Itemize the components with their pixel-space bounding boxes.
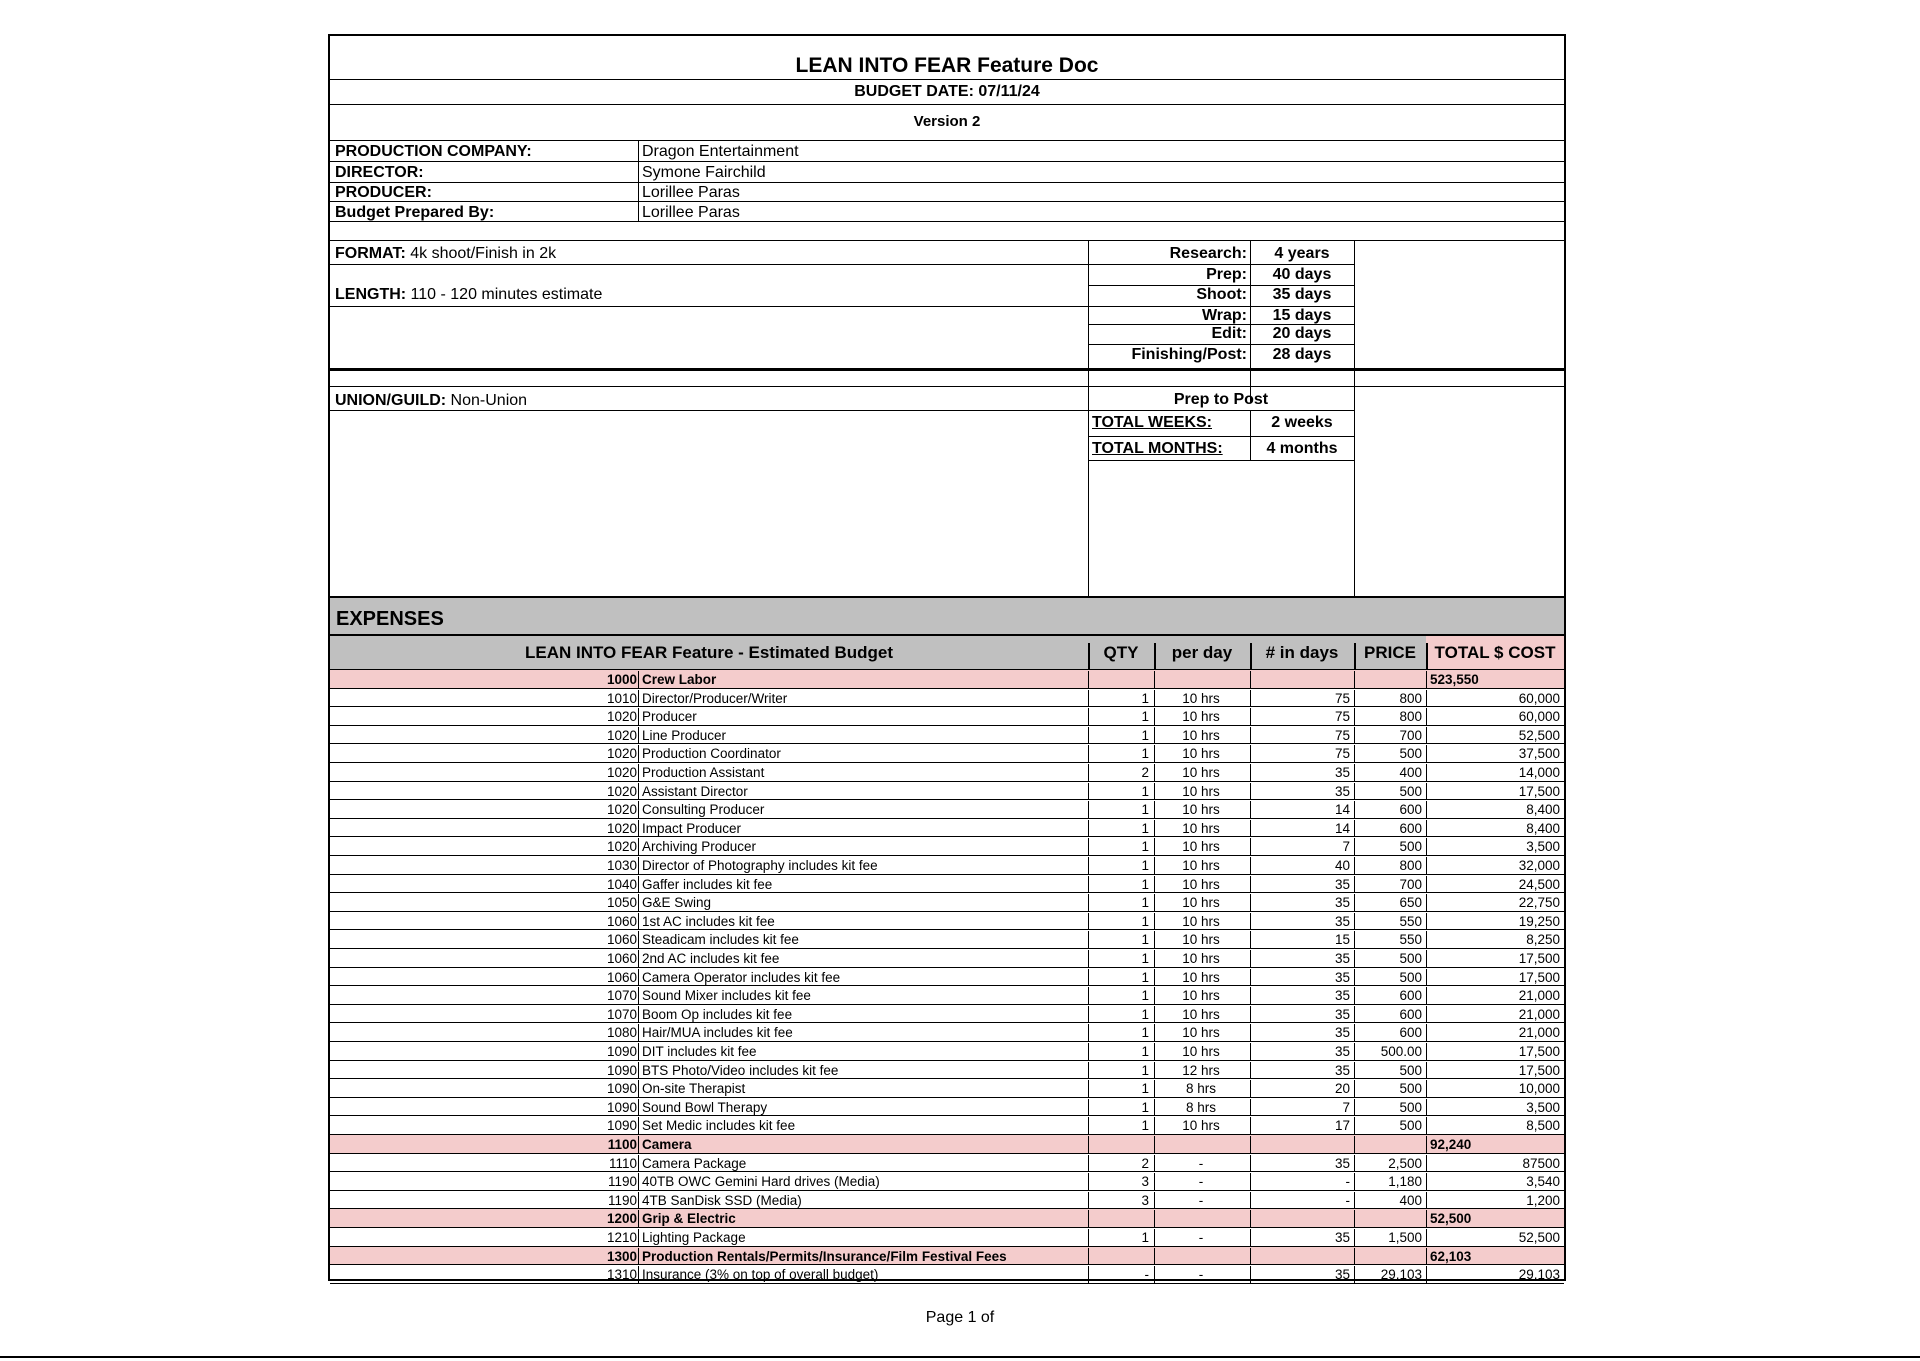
item-qty: 1 bbox=[1141, 802, 1149, 818]
item-total: 1,200 bbox=[1526, 1192, 1560, 1208]
item-price: 400 bbox=[1399, 1192, 1422, 1208]
item-description: On-site Therapist bbox=[642, 1081, 746, 1097]
item-price: 500 bbox=[1399, 839, 1422, 855]
item-total: 8,250 bbox=[1526, 932, 1560, 948]
production-company-label: PRODUCTION COMPANY: bbox=[335, 143, 532, 160]
item-qty: 1 bbox=[1141, 895, 1149, 911]
item-total: 32,000 bbox=[1518, 858, 1560, 873]
item-days: 35 bbox=[1334, 951, 1350, 966]
item-qty: 1 bbox=[1141, 1099, 1149, 1115]
item-code: 1060 bbox=[606, 951, 637, 966]
item-price: 1,500 bbox=[1388, 1230, 1422, 1245]
item-total: 17,500 bbox=[1518, 951, 1560, 966]
item-per-day: 10 hrs bbox=[1182, 709, 1220, 725]
line-item-row bbox=[330, 856, 1564, 875]
item-description: Sound Mixer includes kit fee bbox=[642, 988, 811, 1004]
line-item-row bbox=[330, 949, 1564, 968]
item-total: 22,750 bbox=[1518, 895, 1560, 911]
item-total: 8,400 bbox=[1526, 820, 1560, 836]
item-per-day: 12 hrs bbox=[1182, 1062, 1220, 1078]
item-qty: 1 bbox=[1141, 913, 1149, 929]
schedule-label: Shoot: bbox=[1196, 286, 1247, 303]
producer-label: PRODUCER: bbox=[335, 184, 432, 201]
item-price: 500 bbox=[1399, 1099, 1422, 1115]
schedule-value: 35 days bbox=[1272, 286, 1332, 303]
item-description: Impact Producer bbox=[642, 820, 742, 836]
item-days: 35 bbox=[1334, 913, 1350, 929]
column-header bbox=[330, 636, 1564, 669]
item-qty: 1 bbox=[1141, 951, 1149, 966]
schedule-label: Research: bbox=[1169, 245, 1247, 262]
schedule-value: 4 years bbox=[1274, 245, 1330, 262]
item-days: 35 bbox=[1334, 988, 1350, 1004]
col-per-day: per day bbox=[1171, 643, 1233, 662]
item-code: 1090 bbox=[606, 1118, 637, 1134]
line-item-row bbox=[330, 1172, 1564, 1191]
version-label: Version 2 bbox=[913, 113, 981, 130]
item-days: 40 bbox=[1334, 858, 1350, 873]
item-price: 500 bbox=[1399, 746, 1422, 762]
item-price: 550 bbox=[1399, 932, 1422, 948]
item-description: Consulting Producer bbox=[642, 802, 765, 818]
item-days: 35 bbox=[1334, 765, 1350, 780]
item-days: 17 bbox=[1334, 1118, 1350, 1134]
expenses-title: EXPENSES bbox=[336, 608, 444, 630]
item-total: 21,000 bbox=[1518, 988, 1560, 1004]
category-row bbox=[330, 670, 1564, 689]
item-price: 550 bbox=[1399, 913, 1422, 929]
item-qty: 1 bbox=[1141, 783, 1149, 799]
item-price: 500 bbox=[1399, 1062, 1422, 1078]
item-description: G&E Swing bbox=[642, 895, 712, 911]
item-days: 14 bbox=[1334, 802, 1350, 818]
item-code: 1070 bbox=[606, 988, 637, 1004]
item-qty: 1 bbox=[1141, 1062, 1149, 1078]
item-description: 1st AC includes kit fee bbox=[642, 913, 775, 929]
item-description: Grip & Electric bbox=[642, 1211, 736, 1227]
item-code: 1110 bbox=[608, 1155, 637, 1171]
line-item-row bbox=[330, 837, 1564, 856]
item-price: 29,103 bbox=[1380, 1267, 1422, 1283]
item-total: 87500 bbox=[1522, 1155, 1560, 1171]
item-total: 17,500 bbox=[1518, 1062, 1560, 1078]
line-item-row bbox=[330, 1061, 1564, 1080]
line-item-row bbox=[330, 893, 1564, 912]
line-item-row bbox=[330, 986, 1564, 1005]
item-code: 1000 bbox=[606, 672, 637, 687]
schedule-value: 40 days bbox=[1272, 266, 1332, 283]
item-total: 37,500 bbox=[1518, 746, 1560, 762]
item-per-day: 10 hrs bbox=[1182, 783, 1220, 799]
format-line: FORMAT: 4k shoot/Finish in 2k bbox=[335, 245, 557, 262]
item-description: Crew Labor bbox=[642, 672, 717, 687]
item-total: 29,103 bbox=[1518, 1267, 1560, 1283]
item-price: 800 bbox=[1399, 858, 1422, 873]
item-description: Director of Photography includes kit fee bbox=[642, 858, 878, 873]
item-total: 60,000 bbox=[1518, 690, 1560, 706]
item-qty: 1 bbox=[1141, 1025, 1149, 1041]
schedule-label: Edit: bbox=[1211, 325, 1247, 342]
item-description: Production Rentals/Permits/Insurance/Film Festival Fees bbox=[642, 1248, 1007, 1264]
item-description: 2nd AC includes kit fee bbox=[642, 951, 780, 966]
item-total: 14,000 bbox=[1518, 765, 1560, 780]
item-description: DIT includes kit fee bbox=[642, 1044, 757, 1059]
item-per-day: 10 hrs bbox=[1182, 727, 1220, 743]
item-description: Assistant Director bbox=[642, 783, 748, 799]
item-total: 3,500 bbox=[1526, 1099, 1560, 1115]
item-qty: 2 bbox=[1141, 1155, 1149, 1171]
category-total: 92,240 bbox=[1430, 1137, 1472, 1152]
item-total: 24,500 bbox=[1518, 876, 1560, 892]
item-days: 35 bbox=[1334, 969, 1350, 985]
category-total: 523,550 bbox=[1430, 672, 1479, 687]
item-days: 75 bbox=[1334, 690, 1350, 706]
item-description: BTS Photo/Video includes kit fee bbox=[642, 1062, 839, 1078]
item-description: Lighting Package bbox=[642, 1230, 746, 1245]
item-code: 1040 bbox=[606, 876, 637, 892]
item-price: 500 bbox=[1399, 1081, 1422, 1097]
item-days: - bbox=[1345, 1174, 1350, 1190]
line-item-row bbox=[330, 1191, 1564, 1210]
item-days: 15 bbox=[1334, 932, 1350, 948]
item-description: Insurance (3% on top of overall budget) bbox=[642, 1267, 879, 1283]
item-price: 500 bbox=[1399, 951, 1422, 966]
item-price: 650 bbox=[1399, 895, 1422, 911]
item-days: 7 bbox=[1342, 1099, 1350, 1115]
item-per-day: 10 hrs bbox=[1182, 876, 1220, 892]
item-description: Line Producer bbox=[642, 727, 727, 743]
item-qty: 1 bbox=[1141, 1006, 1149, 1022]
item-code: 1060 bbox=[606, 913, 637, 929]
item-qty: 3 bbox=[1141, 1192, 1149, 1208]
item-code: 1200 bbox=[606, 1211, 637, 1227]
item-per-day: 10 hrs bbox=[1182, 802, 1220, 818]
item-total: 52,500 bbox=[1518, 1230, 1560, 1245]
item-code: 1090 bbox=[606, 1044, 637, 1059]
item-per-day: 10 hrs bbox=[1182, 839, 1220, 855]
item-code: 1070 bbox=[606, 1006, 637, 1022]
item-days: - bbox=[1345, 1192, 1350, 1208]
item-per-day: 10 hrs bbox=[1182, 988, 1220, 1004]
item-total: 8,500 bbox=[1526, 1118, 1560, 1134]
col-qty: QTY bbox=[1103, 643, 1139, 662]
item-price: 600 bbox=[1399, 820, 1422, 836]
item-total: 10,000 bbox=[1518, 1081, 1560, 1097]
item-code: 1080 bbox=[606, 1025, 637, 1041]
line-item-row bbox=[330, 782, 1564, 801]
item-description: Archiving Producer bbox=[642, 839, 757, 855]
item-code: 1190 bbox=[607, 1192, 637, 1208]
item-code: 1020 bbox=[606, 839, 637, 855]
item-qty: 3 bbox=[1141, 1174, 1149, 1190]
item-description: Camera Operator includes kit fee bbox=[642, 969, 841, 985]
item-code: 1020 bbox=[606, 727, 637, 743]
item-per-day: - bbox=[1198, 1267, 1204, 1283]
item-price: 400 bbox=[1399, 765, 1422, 780]
item-code: 1090 bbox=[606, 1062, 637, 1078]
item-per-day: - bbox=[1198, 1230, 1204, 1245]
item-code: 1020 bbox=[606, 802, 637, 818]
item-per-day: 10 hrs bbox=[1182, 690, 1220, 706]
item-days: 75 bbox=[1334, 727, 1350, 743]
item-total: 52,500 bbox=[1518, 727, 1560, 743]
item-description: Steadicam includes kit fee bbox=[642, 932, 799, 948]
item-qty: 1 bbox=[1141, 1230, 1149, 1245]
item-code: 1010 bbox=[606, 690, 637, 706]
col-total: TOTAL $ COST bbox=[1426, 636, 1564, 669]
category-total: 52,500 bbox=[1430, 1211, 1472, 1227]
item-description: Camera Package bbox=[642, 1155, 747, 1171]
item-qty: 1 bbox=[1141, 1118, 1149, 1134]
line-item-row bbox=[330, 1265, 1564, 1284]
prepared-by-value: Lorillee Paras bbox=[642, 204, 740, 221]
item-days: 35 bbox=[1334, 1230, 1350, 1245]
item-description: Set Medic includes kit fee bbox=[642, 1118, 796, 1134]
item-price: 500 bbox=[1399, 1118, 1422, 1134]
item-price: 500 bbox=[1399, 969, 1422, 985]
item-per-day: 8 hrs bbox=[1185, 1081, 1216, 1097]
item-per-day: 10 hrs bbox=[1182, 820, 1220, 836]
item-per-day: - bbox=[1198, 1174, 1204, 1190]
item-per-day: 10 hrs bbox=[1182, 969, 1220, 985]
item-per-day: 10 hrs bbox=[1182, 932, 1220, 948]
item-total: 8,400 bbox=[1526, 802, 1560, 818]
item-days: 35 bbox=[1334, 1267, 1350, 1283]
line-item-row bbox=[330, 689, 1564, 708]
item-description: 40TB OWC Gemini Hard drives (Media) bbox=[642, 1174, 880, 1190]
line-item-row bbox=[330, 1228, 1564, 1247]
item-description: Hair/MUA includes kit fee bbox=[642, 1025, 793, 1041]
line-item-row bbox=[330, 800, 1564, 819]
item-code: 1100 bbox=[607, 1137, 637, 1152]
line-item-row bbox=[330, 930, 1564, 949]
production-company-value: Dragon Entertainment bbox=[642, 143, 799, 160]
item-qty: 1 bbox=[1141, 876, 1149, 892]
item-days: 35 bbox=[1334, 1025, 1350, 1041]
item-qty: 1 bbox=[1141, 969, 1149, 985]
item-price: 600 bbox=[1399, 988, 1422, 1004]
item-per-day: 10 hrs bbox=[1182, 1118, 1220, 1134]
category-row bbox=[330, 1247, 1564, 1266]
prepared-by-label: Budget Prepared By: bbox=[335, 204, 495, 221]
schedule-label: Wrap: bbox=[1201, 307, 1247, 324]
bottom-rule bbox=[0, 1356, 1920, 1358]
category-total: 62,103 bbox=[1430, 1248, 1472, 1264]
prep-to-post-heading: Prep to Post bbox=[1173, 391, 1269, 408]
item-per-day: 10 hrs bbox=[1182, 1006, 1220, 1022]
item-description: Director/Producer/Writer bbox=[642, 690, 788, 706]
line-item-row bbox=[330, 726, 1564, 745]
item-days: 35 bbox=[1334, 1044, 1350, 1059]
schedule-value: 28 days bbox=[1272, 346, 1332, 363]
item-code: 1300 bbox=[606, 1248, 637, 1264]
item-description: Producer bbox=[642, 709, 697, 725]
line-item-row bbox=[330, 707, 1564, 726]
line-item-row bbox=[330, 875, 1564, 894]
item-total: 17,500 bbox=[1518, 969, 1560, 985]
item-total: 21,000 bbox=[1518, 1006, 1560, 1022]
item-description: Gaffer includes kit fee bbox=[642, 876, 773, 892]
director-value: Symone Fairchild bbox=[642, 164, 766, 181]
item-per-day: 10 hrs bbox=[1182, 765, 1220, 780]
item-per-day: - bbox=[1198, 1192, 1204, 1208]
item-description: Boom Op includes kit fee bbox=[642, 1006, 793, 1022]
schedule-value: 20 days bbox=[1272, 325, 1332, 342]
item-description: Camera bbox=[642, 1137, 692, 1152]
item-description: Production Coordinator bbox=[642, 746, 781, 762]
item-qty: 1 bbox=[1141, 1044, 1149, 1059]
item-days: 14 bbox=[1334, 820, 1350, 836]
item-total: 19,250 bbox=[1518, 913, 1560, 929]
item-price: 2,500 bbox=[1388, 1155, 1422, 1171]
item-price: 600 bbox=[1399, 802, 1422, 818]
line-item-row bbox=[330, 1005, 1564, 1024]
item-price: 600 bbox=[1399, 1025, 1422, 1041]
item-days: 35 bbox=[1334, 1155, 1350, 1171]
item-per-day: 10 hrs bbox=[1182, 858, 1220, 873]
item-code: 1310 bbox=[606, 1267, 637, 1283]
line-item-row bbox=[330, 1154, 1564, 1173]
page-footer: Page 1 of bbox=[925, 1309, 995, 1326]
line-item-row bbox=[330, 819, 1564, 838]
item-code: 1020 bbox=[606, 709, 637, 725]
total-weeks-label: TOTAL WEEKS: bbox=[1092, 414, 1212, 431]
item-description: 4TB SanDisk SSD (Media) bbox=[642, 1192, 802, 1208]
budget-sheet bbox=[328, 34, 1566, 1281]
line-item-row bbox=[330, 968, 1564, 987]
item-total: 17,500 bbox=[1518, 783, 1560, 799]
item-qty: 1 bbox=[1141, 839, 1149, 855]
item-total: 17,500 bbox=[1518, 1044, 1560, 1059]
item-per-day: 10 hrs bbox=[1182, 1044, 1220, 1059]
item-qty: 1 bbox=[1141, 727, 1149, 743]
item-total: 60,000 bbox=[1518, 709, 1560, 725]
item-qty: 1 bbox=[1141, 988, 1149, 1004]
item-days: 35 bbox=[1334, 1006, 1350, 1022]
item-price: 800 bbox=[1399, 690, 1422, 706]
producer-value: Lorillee Paras bbox=[642, 184, 740, 201]
line-item-row bbox=[330, 912, 1564, 931]
item-per-day: 10 hrs bbox=[1182, 913, 1220, 929]
col-desc: LEAN INTO FEAR Feature - Estimated Budget bbox=[524, 643, 894, 662]
item-code: 1020 bbox=[606, 820, 637, 836]
item-code: 1210 bbox=[606, 1230, 637, 1245]
line-item-row bbox=[330, 763, 1564, 782]
line-item-row bbox=[330, 1116, 1564, 1135]
line-item-row bbox=[330, 1098, 1564, 1117]
line-item-row bbox=[330, 1079, 1564, 1098]
item-code: 1060 bbox=[606, 969, 637, 985]
document-title: LEAN INTO FEAR Feature Doc bbox=[795, 54, 1099, 77]
item-days: 35 bbox=[1334, 876, 1350, 892]
schedule-label: Prep: bbox=[1206, 266, 1247, 283]
item-price: 700 bbox=[1399, 876, 1422, 892]
item-code: 1090 bbox=[606, 1099, 637, 1115]
item-code: 1030 bbox=[606, 858, 637, 873]
item-qty: 1 bbox=[1141, 858, 1149, 873]
schedule-label: Finishing/Post: bbox=[1131, 346, 1247, 363]
item-qty: - bbox=[1144, 1267, 1149, 1283]
item-qty: 1 bbox=[1141, 690, 1149, 706]
item-per-day: - bbox=[1198, 1155, 1204, 1171]
item-price: 1,180 bbox=[1388, 1174, 1422, 1190]
col-price: PRICE bbox=[1364, 643, 1416, 662]
item-price: 500 bbox=[1399, 783, 1422, 799]
item-code: 1020 bbox=[606, 783, 637, 799]
length-line: LENGTH: 110 - 120 minutes estimate bbox=[335, 286, 603, 303]
expenses-title-bar bbox=[330, 598, 1564, 634]
item-qty: 1 bbox=[1141, 746, 1149, 762]
item-price: 700 bbox=[1399, 727, 1422, 743]
item-days: 7 bbox=[1342, 839, 1350, 855]
category-row bbox=[330, 1135, 1564, 1154]
item-per-day: 8 hrs bbox=[1185, 1099, 1216, 1115]
item-code: 1050 bbox=[606, 895, 637, 911]
item-days: 35 bbox=[1334, 895, 1350, 911]
total-weeks-value: 2 weeks bbox=[1271, 414, 1333, 431]
item-per-day: 10 hrs bbox=[1182, 1025, 1220, 1041]
union-line: UNION/GUILD: Non-Union bbox=[335, 392, 528, 409]
col-days: # in days bbox=[1265, 643, 1339, 662]
item-price: 500.00 bbox=[1380, 1044, 1422, 1059]
total-months-label: TOTAL MONTHS: bbox=[1092, 440, 1223, 457]
item-description: Production Assistant bbox=[642, 765, 765, 780]
item-qty: 2 bbox=[1141, 765, 1149, 780]
item-per-day: 10 hrs bbox=[1182, 951, 1220, 966]
item-per-day: 10 hrs bbox=[1182, 895, 1220, 911]
category-row bbox=[330, 1209, 1564, 1228]
line-item-row bbox=[330, 1042, 1564, 1061]
item-description: Sound Bowl Therapy bbox=[642, 1099, 768, 1115]
item-total: 3,500 bbox=[1526, 839, 1560, 855]
item-per-day: 10 hrs bbox=[1182, 746, 1220, 762]
item-code: 1060 bbox=[606, 932, 637, 948]
item-days: 35 bbox=[1334, 1062, 1350, 1078]
item-days: 20 bbox=[1334, 1081, 1350, 1097]
item-qty: 1 bbox=[1141, 820, 1149, 836]
item-code: 1090 bbox=[606, 1081, 637, 1097]
item-total: 21,000 bbox=[1518, 1025, 1560, 1041]
item-qty: 1 bbox=[1141, 709, 1149, 725]
item-qty: 1 bbox=[1141, 1081, 1149, 1097]
total-months-value: 4 months bbox=[1266, 440, 1338, 457]
item-days: 35 bbox=[1334, 783, 1350, 799]
item-price: 800 bbox=[1399, 709, 1422, 725]
budget-date: BUDGET DATE: 07/11/24 bbox=[854, 83, 1040, 100]
line-item-row bbox=[330, 744, 1564, 763]
item-days: 75 bbox=[1334, 746, 1350, 762]
item-total: 3,540 bbox=[1526, 1174, 1560, 1190]
line-item-row bbox=[330, 1023, 1564, 1042]
director-label: DIRECTOR: bbox=[335, 164, 424, 181]
schedule-value: 15 days bbox=[1272, 307, 1332, 324]
item-price: 600 bbox=[1399, 1006, 1422, 1022]
item-days: 75 bbox=[1334, 709, 1350, 725]
item-qty: 1 bbox=[1141, 932, 1149, 948]
item-code: 1020 bbox=[606, 765, 637, 780]
item-code: 1020 bbox=[606, 746, 637, 762]
item-code: 1190 bbox=[607, 1174, 637, 1190]
